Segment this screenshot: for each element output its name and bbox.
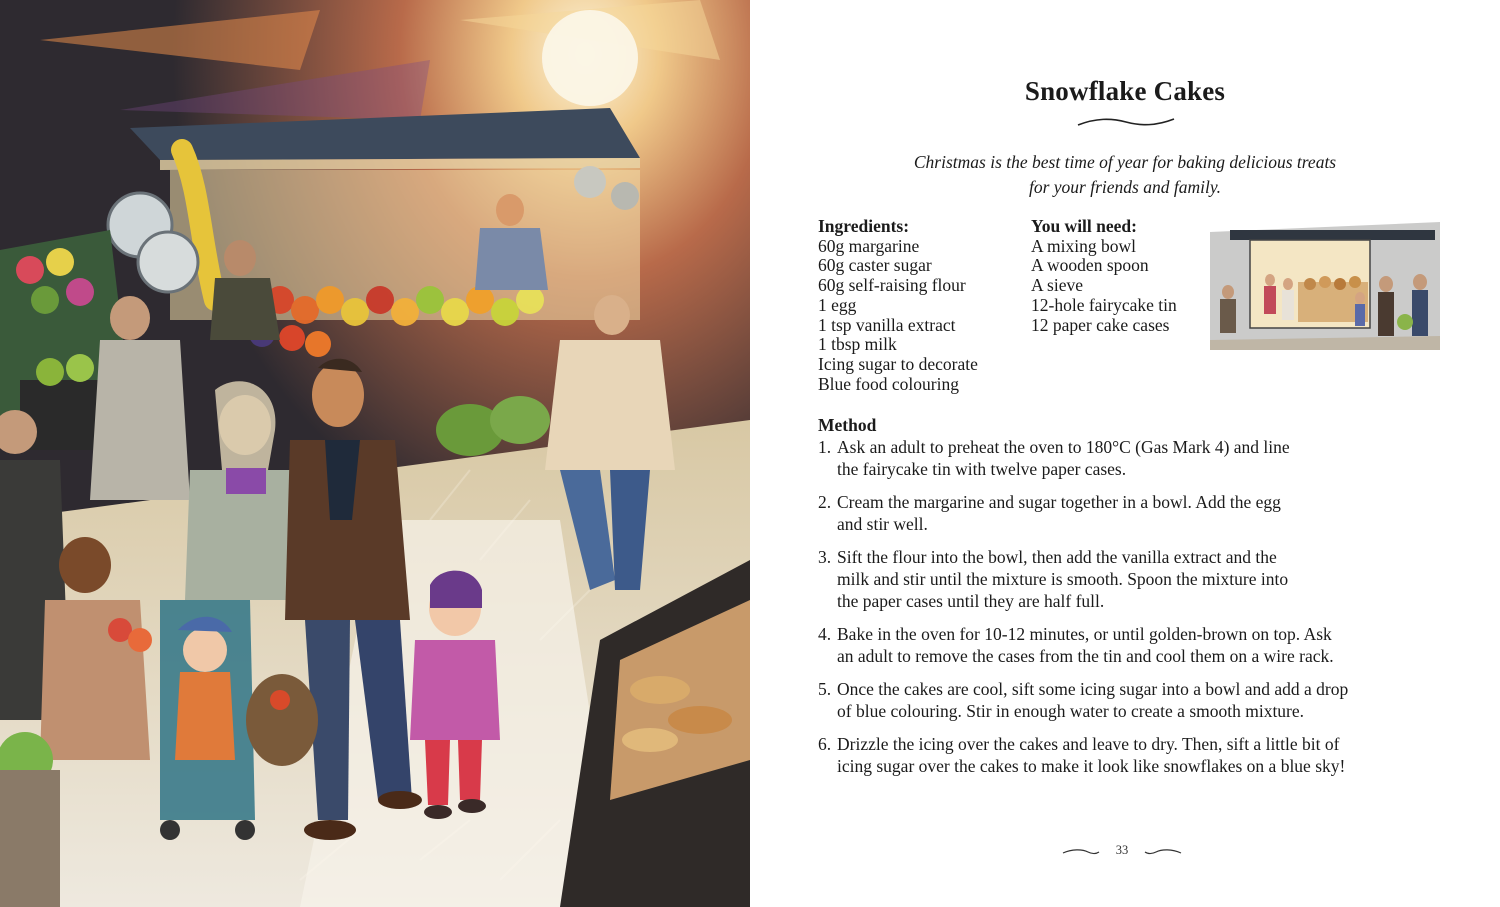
method-step bbox=[818, 678, 1438, 722]
step-line: icing sugar over the cakes to make it look like snowflakes on a blue sky! bbox=[837, 756, 1346, 776]
step-number: 3. bbox=[818, 547, 832, 567]
recipe-intro bbox=[850, 150, 1400, 200]
method-step bbox=[818, 546, 1438, 612]
step-line: Drizzle the icing over the cakes and leave to dry. Then, sift a little bit of bbox=[837, 734, 1340, 754]
page-footer bbox=[1062, 840, 1182, 864]
title-flourish-icon bbox=[1076, 116, 1176, 128]
step-line: Bake in the oven for 10-12 minutes, or until golden-brown on top. Ask bbox=[837, 624, 1332, 644]
step-line: the paper cases until they are half full. bbox=[837, 591, 1105, 611]
ingredient-item: Blue food colouring bbox=[818, 373, 959, 394]
step-number: 2. bbox=[818, 492, 832, 512]
equipment-item: A wooden spoon bbox=[1031, 255, 1149, 276]
intro-line: for your friends and family. bbox=[1028, 177, 1221, 197]
step-line: Once the cakes are cool, sift some icing sugar into a bowl and add a drop bbox=[837, 679, 1349, 699]
recipe-title: Snowflake Cakes bbox=[1024, 76, 1226, 106]
recipe-page bbox=[750, 0, 1500, 907]
method-heading: Method bbox=[818, 415, 877, 435]
step-number: 5. bbox=[818, 679, 832, 699]
bakery-stall-vignette bbox=[1210, 222, 1440, 350]
equipment-list bbox=[1031, 217, 1211, 335]
ingredient-item: 60g self-raising flour bbox=[818, 275, 966, 296]
equipment-item: 12 paper cake cases bbox=[1031, 314, 1170, 335]
ingredient-item: 1 tsp vanilla extract bbox=[818, 314, 956, 335]
step-number: 1. bbox=[818, 437, 832, 457]
ingredients-list bbox=[818, 217, 1028, 394]
ingredients-heading: Ingredients: bbox=[818, 216, 910, 236]
step-line: milk and stir until the mixture is smooth. Spoon the mixture into bbox=[837, 569, 1289, 589]
ingredient-item: 1 tbsp milk bbox=[818, 334, 897, 355]
equipment-heading: You will need: bbox=[1031, 216, 1137, 236]
step-line: Ask an adult to preheat the oven to 180°C (Gas Mark 4) and line bbox=[837, 437, 1290, 457]
intro-line: Christmas is the best time of year for baking delicious treats bbox=[913, 152, 1337, 172]
equipment-item: A sieve bbox=[1031, 275, 1084, 296]
ingredient-item: Icing sugar to decorate bbox=[818, 353, 978, 374]
step-line: and stir well. bbox=[837, 514, 928, 534]
step-line: Cream the margarine and sugar together in a bowl. Add the egg bbox=[837, 492, 1281, 512]
equipment-item: 12-hole fairycake tin bbox=[1031, 294, 1177, 315]
ingredient-item: 60g margarine bbox=[818, 235, 920, 256]
ingredient-item: 1 egg bbox=[818, 294, 857, 315]
method-steps bbox=[818, 436, 1438, 788]
step-line: an adult to remove the cases from the tin and cool them on a wire rack. bbox=[837, 646, 1334, 666]
step-number: 4. bbox=[818, 624, 832, 644]
method-step bbox=[818, 623, 1438, 667]
method-step bbox=[818, 733, 1438, 777]
ingredient-item: 60g caster sugar bbox=[818, 255, 932, 276]
equipment-item: A mixing bowl bbox=[1031, 235, 1137, 256]
page-number: 33 bbox=[1115, 843, 1129, 857]
method-step bbox=[818, 491, 1438, 535]
step-line: the fairycake tin with twelve paper cases. bbox=[837, 459, 1127, 479]
method-step bbox=[818, 436, 1438, 480]
right-flourish-icon bbox=[1144, 848, 1182, 856]
step-number: 6. bbox=[818, 734, 832, 754]
step-line: Sift the flour into the bowl, then add the vanilla extract and the bbox=[837, 547, 1277, 567]
step-line: of blue colouring. Stir in enough water to create a smooth mixture. bbox=[837, 701, 1305, 721]
